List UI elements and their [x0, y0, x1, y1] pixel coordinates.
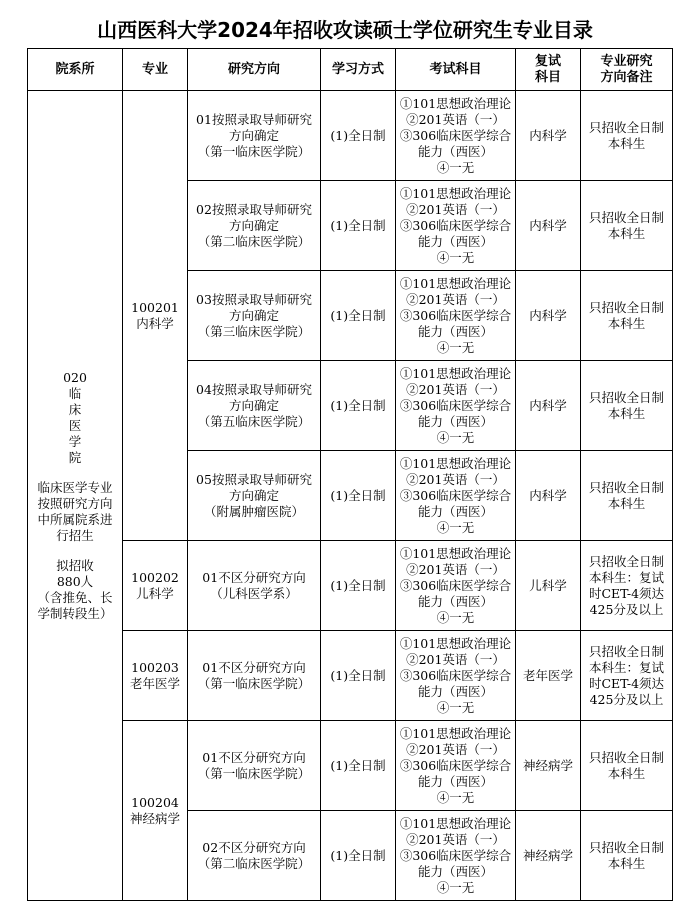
- note-line: 只招收全日制: [588, 553, 664, 569]
- major-code: 100204: [131, 794, 179, 810]
- exam-subject-line: 能力（西医）: [417, 863, 493, 879]
- exam-subject-line: ①101思想政治理论: [399, 545, 512, 561]
- exam-subject-line: 能力（西医）: [417, 773, 493, 789]
- retest-subject-cell: 内科学: [516, 271, 581, 361]
- exam-subjects-cell: [396, 181, 516, 271]
- exam-subjects-cell: [396, 811, 516, 901]
- direction-cell: [188, 181, 321, 271]
- study-mode-cell: (1)全日制: [321, 271, 396, 361]
- header-row: [28, 49, 673, 91]
- study-mode-cell: (1)全日制: [321, 811, 396, 901]
- header-retest-line: 科目: [534, 69, 561, 85]
- note-line: 本科生: [607, 405, 646, 421]
- exam-subjects-cell: [396, 631, 516, 721]
- department-name-char: 学: [68, 433, 82, 449]
- exam-subject-line: 能力（西医）: [417, 503, 493, 519]
- study-mode-cell: (1)全日制: [321, 631, 396, 721]
- department-quota-line: 学制转段生）: [37, 605, 113, 621]
- note-line: 本科生：复试: [588, 569, 664, 585]
- major-name: 老年医学: [129, 675, 180, 691]
- table-row: [28, 541, 673, 631]
- note-cell: [581, 631, 673, 721]
- header-note-line: 方向备注: [600, 69, 653, 85]
- note-line: 425分及以上: [589, 601, 664, 617]
- note-line: 本科生: [607, 855, 646, 871]
- exam-subject-line: ③306临床医学综合: [399, 847, 512, 863]
- exam-subject-line: ②201英语（一）: [406, 561, 505, 577]
- direction-line: 01不区分研究方向: [202, 659, 306, 675]
- table-row: [28, 631, 673, 721]
- study-mode-cell: (1)全日制: [321, 541, 396, 631]
- direction-cell: [188, 451, 321, 541]
- exam-subject-line: ④一无: [436, 519, 475, 535]
- exam-subjects-cell: [396, 451, 516, 541]
- direction-line: 方向确定: [228, 217, 279, 233]
- note-cell: [581, 721, 673, 811]
- note-line: 本科生: [607, 135, 646, 151]
- direction-line: 方向确定: [228, 307, 279, 323]
- direction-line: 01按照录取导师研究: [196, 111, 312, 127]
- department-desc-line: 临床医学专业: [37, 479, 113, 495]
- direction-line: （儿科医学系）: [210, 585, 298, 601]
- header-direction: 研究方向: [188, 49, 321, 91]
- department-code: 020: [63, 369, 87, 385]
- exam-subject-line: ③306临床医学综合: [399, 307, 512, 323]
- note-cell: [581, 271, 673, 361]
- note-cell: [581, 361, 673, 451]
- catalog-table: [27, 48, 673, 901]
- direction-line: 02不区分研究方向: [202, 839, 306, 855]
- exam-subject-line: ④一无: [436, 159, 475, 175]
- note-line: 只招收全日制: [588, 479, 664, 495]
- direction-line: （第五临床医学院）: [197, 413, 311, 429]
- exam-subject-line: 能力（西医）: [417, 143, 493, 159]
- exam-subject-line: ②201英语（一）: [406, 741, 505, 757]
- exam-subject-line: ④一无: [436, 429, 475, 445]
- retest-subject-cell: 儿科学: [516, 541, 581, 631]
- exam-subjects-cell: [396, 271, 516, 361]
- note-line: 本科生: [607, 495, 646, 511]
- direction-line: 方向确定: [228, 487, 279, 503]
- exam-subject-line: ④一无: [436, 609, 475, 625]
- department-desc-line: 行招生: [56, 527, 94, 543]
- note-line: 只招收全日制: [588, 299, 664, 315]
- exam-subject-line: ①101思想政治理论: [399, 365, 512, 381]
- direction-line: 03按照录取导师研究: [196, 291, 312, 307]
- direction-line: 01不区分研究方向: [202, 569, 306, 585]
- exam-subject-line: ②201英语（一）: [406, 651, 505, 667]
- retest-subject-cell: 内科学: [516, 91, 581, 181]
- department-name-char: 医: [68, 417, 82, 433]
- exam-subjects-cell: [396, 361, 516, 451]
- spacer: [31, 544, 119, 558]
- exam-subject-line: 能力（西医）: [417, 593, 493, 609]
- exam-subject-line: ③306临床医学综合: [399, 487, 512, 503]
- study-mode-cell: (1)全日制: [321, 91, 396, 181]
- exam-subject-line: ③306临床医学综合: [399, 577, 512, 593]
- note-line: 本科生: [607, 315, 646, 331]
- direction-cell: [188, 91, 321, 181]
- direction-line: （第一临床医学院）: [197, 143, 311, 159]
- exam-subject-line: 能力（西医）: [417, 323, 493, 339]
- direction-line: （第二临床医学院）: [197, 855, 311, 871]
- note-line: 只招收全日制: [588, 749, 664, 765]
- note-cell: [581, 91, 673, 181]
- direction-line: （第三临床医学院）: [197, 323, 311, 339]
- note-line: 本科生: [607, 225, 646, 241]
- exam-subject-line: ①101思想政治理论: [399, 815, 512, 831]
- department-quota-line: 拟招收: [56, 557, 94, 573]
- department-name-char: 院: [68, 449, 82, 465]
- direction-cell: [188, 631, 321, 721]
- exam-subject-line: 能力（西医）: [417, 233, 493, 249]
- exam-subject-line: ①101思想政治理论: [399, 455, 512, 471]
- study-mode-cell: (1)全日制: [321, 451, 396, 541]
- major-name: 内科学: [136, 315, 174, 331]
- note-cell: [581, 811, 673, 901]
- note-line: 425分及以上: [589, 691, 664, 707]
- exam-subject-line: ①101思想政治理论: [399, 185, 512, 201]
- header-retest-line: 复试: [534, 53, 561, 69]
- major-name: 儿科学: [136, 585, 174, 601]
- note-cell: [581, 451, 673, 541]
- note-cell: [581, 181, 673, 271]
- study-mode-cell: (1)全日制: [321, 361, 396, 451]
- exam-subject-line: ②201英语（一）: [406, 201, 505, 217]
- major-cell: [123, 541, 188, 631]
- exam-subject-line: ③306临床医学综合: [399, 667, 512, 683]
- department-quota-line: （含推免、长: [37, 589, 113, 605]
- note-line: 只招收全日制: [588, 839, 664, 855]
- exam-subject-line: ④一无: [436, 249, 475, 265]
- note-line: 只招收全日制: [588, 209, 664, 225]
- study-mode-cell: (1)全日制: [321, 181, 396, 271]
- retest-subject-cell: 内科学: [516, 451, 581, 541]
- exam-subject-line: ③306临床医学综合: [399, 397, 512, 413]
- exam-subject-line: ①101思想政治理论: [399, 275, 512, 291]
- department-desc-line: 中所属院系进: [37, 511, 113, 527]
- department-name-char: 床: [68, 401, 82, 417]
- retest-subject-cell: 内科学: [516, 361, 581, 451]
- department-desc-line: 按照研究方向: [37, 495, 113, 511]
- header-major: 专业: [123, 49, 188, 91]
- direction-cell: [188, 721, 321, 811]
- direction-cell: [188, 361, 321, 451]
- header-mode: 学习方式: [321, 49, 396, 91]
- note-line: 时CET-4须达: [588, 675, 665, 691]
- direction-line: （附属肿瘤医院）: [203, 503, 304, 519]
- note-cell: [581, 541, 673, 631]
- note-line: 只招收全日制: [588, 389, 664, 405]
- major-code: 100201: [131, 299, 179, 315]
- retest-subject-cell: 老年医学: [516, 631, 581, 721]
- header-retest: [516, 49, 581, 91]
- major-cell: [123, 631, 188, 721]
- exam-subject-line: ④一无: [436, 879, 475, 895]
- exam-subject-line: ②201英语（一）: [406, 471, 505, 487]
- department-quota-line: 880人: [56, 573, 94, 589]
- note-line: 本科生: [607, 765, 646, 781]
- direction-line: 04按照录取导师研究: [196, 381, 312, 397]
- note-line: 时CET-4须达: [588, 585, 665, 601]
- direction-line: 方向确定: [228, 127, 279, 143]
- retest-subject-cell: 内科学: [516, 181, 581, 271]
- major-cell: [123, 91, 188, 541]
- direction-line: （第二临床医学院）: [197, 233, 311, 249]
- retest-subject-cell: 神经病学: [516, 811, 581, 901]
- note-line: 只招收全日制: [588, 119, 664, 135]
- header-dept: 院系所: [28, 49, 123, 91]
- table-row: [28, 721, 673, 811]
- direction-line: （第一临床医学院）: [197, 675, 311, 691]
- page-title: 山西医科大学2024年招收攻读硕士学位研究生专业目录: [97, 18, 593, 42]
- direction-cell: [188, 271, 321, 361]
- exam-subject-line: ③306临床医学综合: [399, 127, 512, 143]
- exam-subjects-cell: [396, 91, 516, 181]
- exam-subject-line: ②201英语（一）: [406, 291, 505, 307]
- exam-subject-line: ①101思想政治理论: [399, 725, 512, 741]
- exam-subject-line: ③306临床医学综合: [399, 757, 512, 773]
- major-name: 神经病学: [129, 810, 180, 826]
- exam-subject-line: ②201英语（一）: [406, 831, 505, 847]
- exam-subject-line: ②201英语（一）: [406, 381, 505, 397]
- header-exam: 考试科目: [396, 49, 516, 91]
- study-mode-cell: (1)全日制: [321, 721, 396, 811]
- exam-subject-line: 能力（西医）: [417, 683, 493, 699]
- note-line: 只招收全日制: [588, 643, 664, 659]
- header-note-line: 专业研究: [600, 53, 653, 69]
- department-name-char: 临: [68, 385, 82, 401]
- exam-subject-line: ①101思想政治理论: [399, 635, 512, 651]
- major-cell: [123, 721, 188, 901]
- retest-subject-cell: 神经病学: [516, 721, 581, 811]
- note-line: 本科生：复试: [588, 659, 664, 675]
- header-note: [581, 49, 673, 91]
- direction-line: 02按照录取导师研究: [196, 201, 312, 217]
- direction-line: 05按照录取导师研究: [196, 471, 312, 487]
- exam-subject-line: ④一无: [436, 789, 475, 805]
- exam-subject-line: ④一无: [436, 339, 475, 355]
- direction-line: 方向确定: [228, 397, 279, 413]
- department-cell: [28, 91, 123, 901]
- exam-subject-line: ①101思想政治理论: [399, 95, 512, 111]
- major-code: 100202: [131, 569, 179, 585]
- exam-subject-line: ②201英语（一）: [406, 111, 505, 127]
- exam-subject-line: ③306临床医学综合: [399, 217, 512, 233]
- table-row: [28, 91, 673, 181]
- major-code: 100203: [131, 659, 179, 675]
- exam-subject-line: ④一无: [436, 699, 475, 715]
- exam-subject-line: 能力（西医）: [417, 413, 493, 429]
- direction-line: （第一临床医学院）: [197, 765, 311, 781]
- spacer: [31, 466, 119, 480]
- direction-cell: [188, 811, 321, 901]
- exam-subjects-cell: [396, 541, 516, 631]
- exam-subjects-cell: [396, 721, 516, 811]
- direction-line: 01不区分研究方向: [202, 749, 306, 765]
- direction-cell: [188, 541, 321, 631]
